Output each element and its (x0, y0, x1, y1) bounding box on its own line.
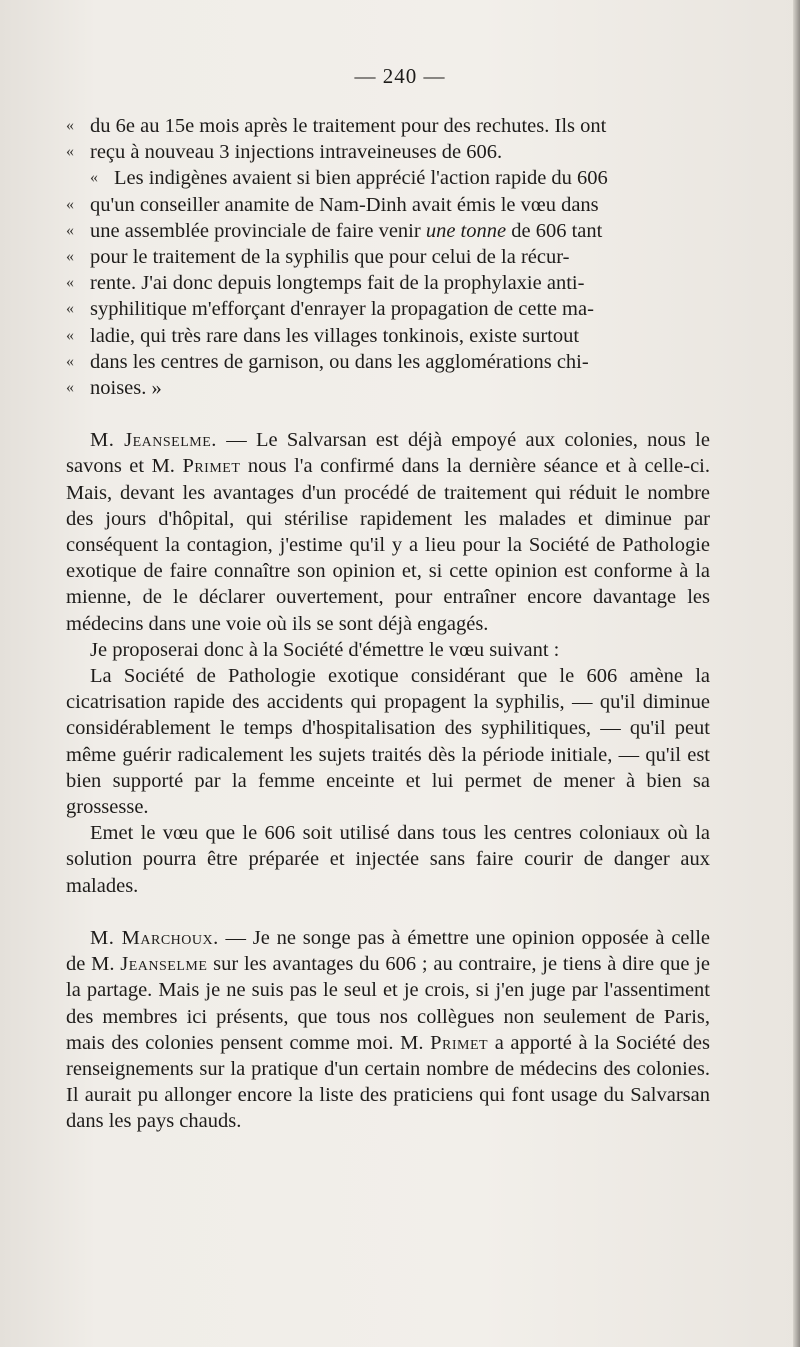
quote-line: « du 6e au 15e mois après le traitement pour des rechutes. Ils ont (66, 113, 710, 139)
quote-text: une assemblée provinciale de faire venir (90, 219, 421, 242)
page-number: — 240 — (354, 64, 446, 88)
quote-line: « syphilitique m'efforçant d'enrayer la propagation de cette ma- (66, 296, 710, 322)
quote-line: « qu'un conseiller anamite de Nam-Dinh avait émis le vœu dans (66, 192, 710, 218)
quote-line: « ladie, qui très rare dans les villages tonkinois, existe surtout (66, 323, 710, 349)
quote-line: « noises. » (66, 375, 710, 401)
quote-line (66, 218, 710, 244)
paragraph-resolution: La Société de Pathologie exotique considérant que le 606 amène la cicatrisation rapide des accidents qui propagent la syphilis, — qu'il diminue considérablement le temps d'hospitalisation des syphilitiques, — qu'il peut même guérir radicalement les sujets traités dès la période initiale, — qu'il est bien supporté par la femme enceinte et lui permet de mener à bien sa grossesse. (66, 665, 710, 819)
page-spine-shadow (793, 0, 800, 1347)
speaker-name: M. Jeanselme. (90, 429, 217, 452)
quote-line: « pour le traitement de la syphilis que pour celui de la récur- (66, 244, 710, 270)
paragraph-marchoux: M. Marchoux. — Je ne songe pas à émettre une opinion opposée à celle de M. Jeanselme sur les avantages du 606 ; au contraire, je tiens à dire que je la partage. Mais je ne suis pas le seul et je crois, si j'en juge par l'assentiment des membres ici présents, que tous nos collègues non seulement de Paris, mais des colonies pensent comme moi. M. Primet a apporté à la Société des renseignements sur la pratique d'un certain nombre de médecins des colonies. Il aurait pu allonger encore la liste des praticiens qui font usage du Salvarsan dans les pays chauds. (66, 926, 711, 1133)
speaker-name: M. Marchoux. (90, 926, 219, 949)
person-name: Primet (182, 455, 241, 478)
person-name: Jeanselme (120, 953, 208, 976)
quote-line: « dans les centres de garnison, ou dans les agglomérations chi- (66, 349, 710, 375)
quote-line: « reçu à nouveau 3 injections intraveineuses de 606. (66, 139, 710, 165)
quote-line: « Les indigènes avaient si bien apprécié l'action rapide du 606 (66, 165, 710, 191)
paragraph-jeanselme: M. Jeanselme. — Le Salvarsan est déjà empoyé aux colonies, nous le savons et M. Primet nous l'a confirmé dans la dernière séance et à celle-ci. Mais, devant les avantages d'un procédé de traitement qui réduit le nombre des jours d'hôpital, qui stérilise rapidement les malades et diminue par conséquent la contagion, j'estime qu'il y a lieu pour la Société de Pathologie exotique de faire connaître son opinion et, si cette opinion est conforme à la mienne, de le déclarer ouvertement, pour entraîner encore davantage les médecins dans une voie où ils se sont déjà engagés. (66, 429, 710, 635)
quote-line: « rente. J'ai donc depuis longtemps fait de la prophylaxie anti- (66, 270, 710, 296)
paragraph-proposal: Je proposerai donc à la Société d'émettre le vœu suivant : (90, 638, 560, 661)
quote-text: de 606 tant (511, 219, 603, 242)
paragraph-wish: Emet le vœu que le 606 soit utilisé dans tous les centres coloniaux où la solution pourra être préparée et injectée sans faire courir de danger aux malades. (66, 822, 710, 897)
page-body (66, 113, 710, 1135)
emphasis-une-tonne: une tonne (425, 219, 507, 242)
person-name: Primet (430, 1031, 489, 1054)
